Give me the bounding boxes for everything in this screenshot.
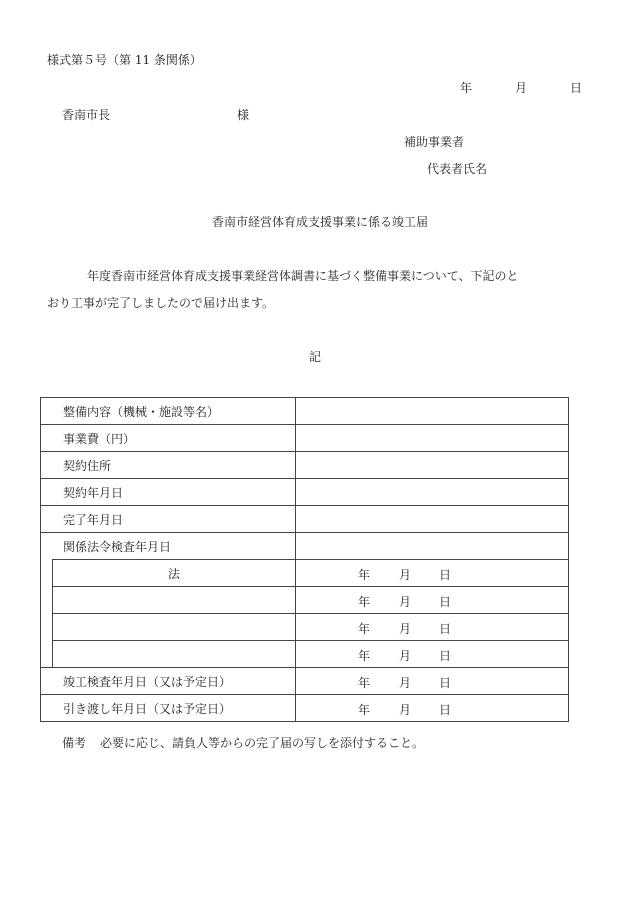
law-date-cell[interactable] [296,587,569,614]
cost-value-cell[interactable] [296,425,569,452]
table-row [41,587,569,614]
law-header: 法 [53,560,296,587]
law-name-cell[interactable] [53,614,296,641]
contract-date-value-cell[interactable] [296,479,569,506]
day-label: 日 [439,703,452,717]
row-label-final-inspection: 竣工検査年月日（又は予定日） [41,668,296,695]
month-label: 月 [399,703,412,717]
handover-date-cell[interactable] [296,695,569,722]
table-row [41,641,569,668]
day-label: 日 [439,568,452,582]
year-label: 年 [358,649,371,663]
table-row [41,614,569,641]
body-line-2: おり工事が完了しましたので届け出ます。 [47,296,275,310]
date-month-label: 月 [515,81,528,95]
month-label: 月 [399,676,412,690]
table-row [41,452,569,479]
row-label-cost: 事業費（円） [41,425,296,452]
final-inspection-date-cell[interactable] [296,668,569,695]
completion-table [40,397,569,722]
law-inspection-value-cell [296,533,569,560]
date-day-label: 日 [570,81,583,95]
applicant-rep-label: 代表者氏名 [427,162,488,176]
day-label: 日 [439,595,452,609]
table-row [41,695,569,722]
indent-cell [41,614,53,641]
year-label: 年 [358,622,371,636]
law-name-cell[interactable] [53,641,296,668]
document-title: 香南市経営体育成支援事業に係る竣工届 [212,215,429,229]
day-label: 日 [439,649,452,663]
row-label-equipment: 整備内容（機械・施設等名） [41,398,296,425]
year-label: 年 [358,595,371,609]
month-label: 月 [399,649,412,663]
year-label: 年 [358,676,371,690]
contract-address-value-cell[interactable] [296,452,569,479]
row-label-law-inspection: 関係法令検査年月日 [41,533,296,560]
year-label: 年 [358,568,371,582]
applicant-org-label: 補助事業者 [404,135,465,149]
table-row [41,506,569,533]
equipment-value-cell[interactable] [296,398,569,425]
note-text: 必要に応じ、請負人等からの完了届の写しを添付すること。 [100,736,425,750]
row-label-completion-date: 完了年月日 [41,506,296,533]
day-label: 日 [439,676,452,690]
note-label: 備考 [62,736,87,750]
indent-cell [41,560,53,587]
addressee-name: 香南市長 [62,108,111,122]
completion-date-value-cell[interactable] [296,506,569,533]
date-year-label: 年 [460,81,473,95]
addressee-honorific: 様 [237,108,250,122]
table-row [41,398,569,425]
indent-cell [41,587,53,614]
row-label-handover: 引き渡し年月日（又は予定日） [41,695,296,722]
indent-cell [41,641,53,668]
law-date-cell[interactable] [296,641,569,668]
form-number: 様式第５号（第 11 条関係） [47,53,202,67]
table-row [41,425,569,452]
month-label: 月 [399,568,412,582]
day-label: 日 [439,622,452,636]
law-date-cell[interactable] [296,560,569,587]
row-label-contract-date: 契約年月日 [41,479,296,506]
month-label: 月 [399,622,412,636]
year-label: 年 [358,703,371,717]
month-label: 月 [399,595,412,609]
row-label-contract-address: 契約住所 [41,452,296,479]
table-row [41,533,569,560]
table-row [41,668,569,695]
table-row [41,560,569,587]
table-row [41,479,569,506]
body-line-1: 年度香南市経営体育成支援事業経営体調書に基づく整備事業について、下記のと [87,269,519,283]
law-date-cell[interactable] [296,614,569,641]
ki-heading: 記 [309,350,322,364]
law-name-cell[interactable] [53,587,296,614]
